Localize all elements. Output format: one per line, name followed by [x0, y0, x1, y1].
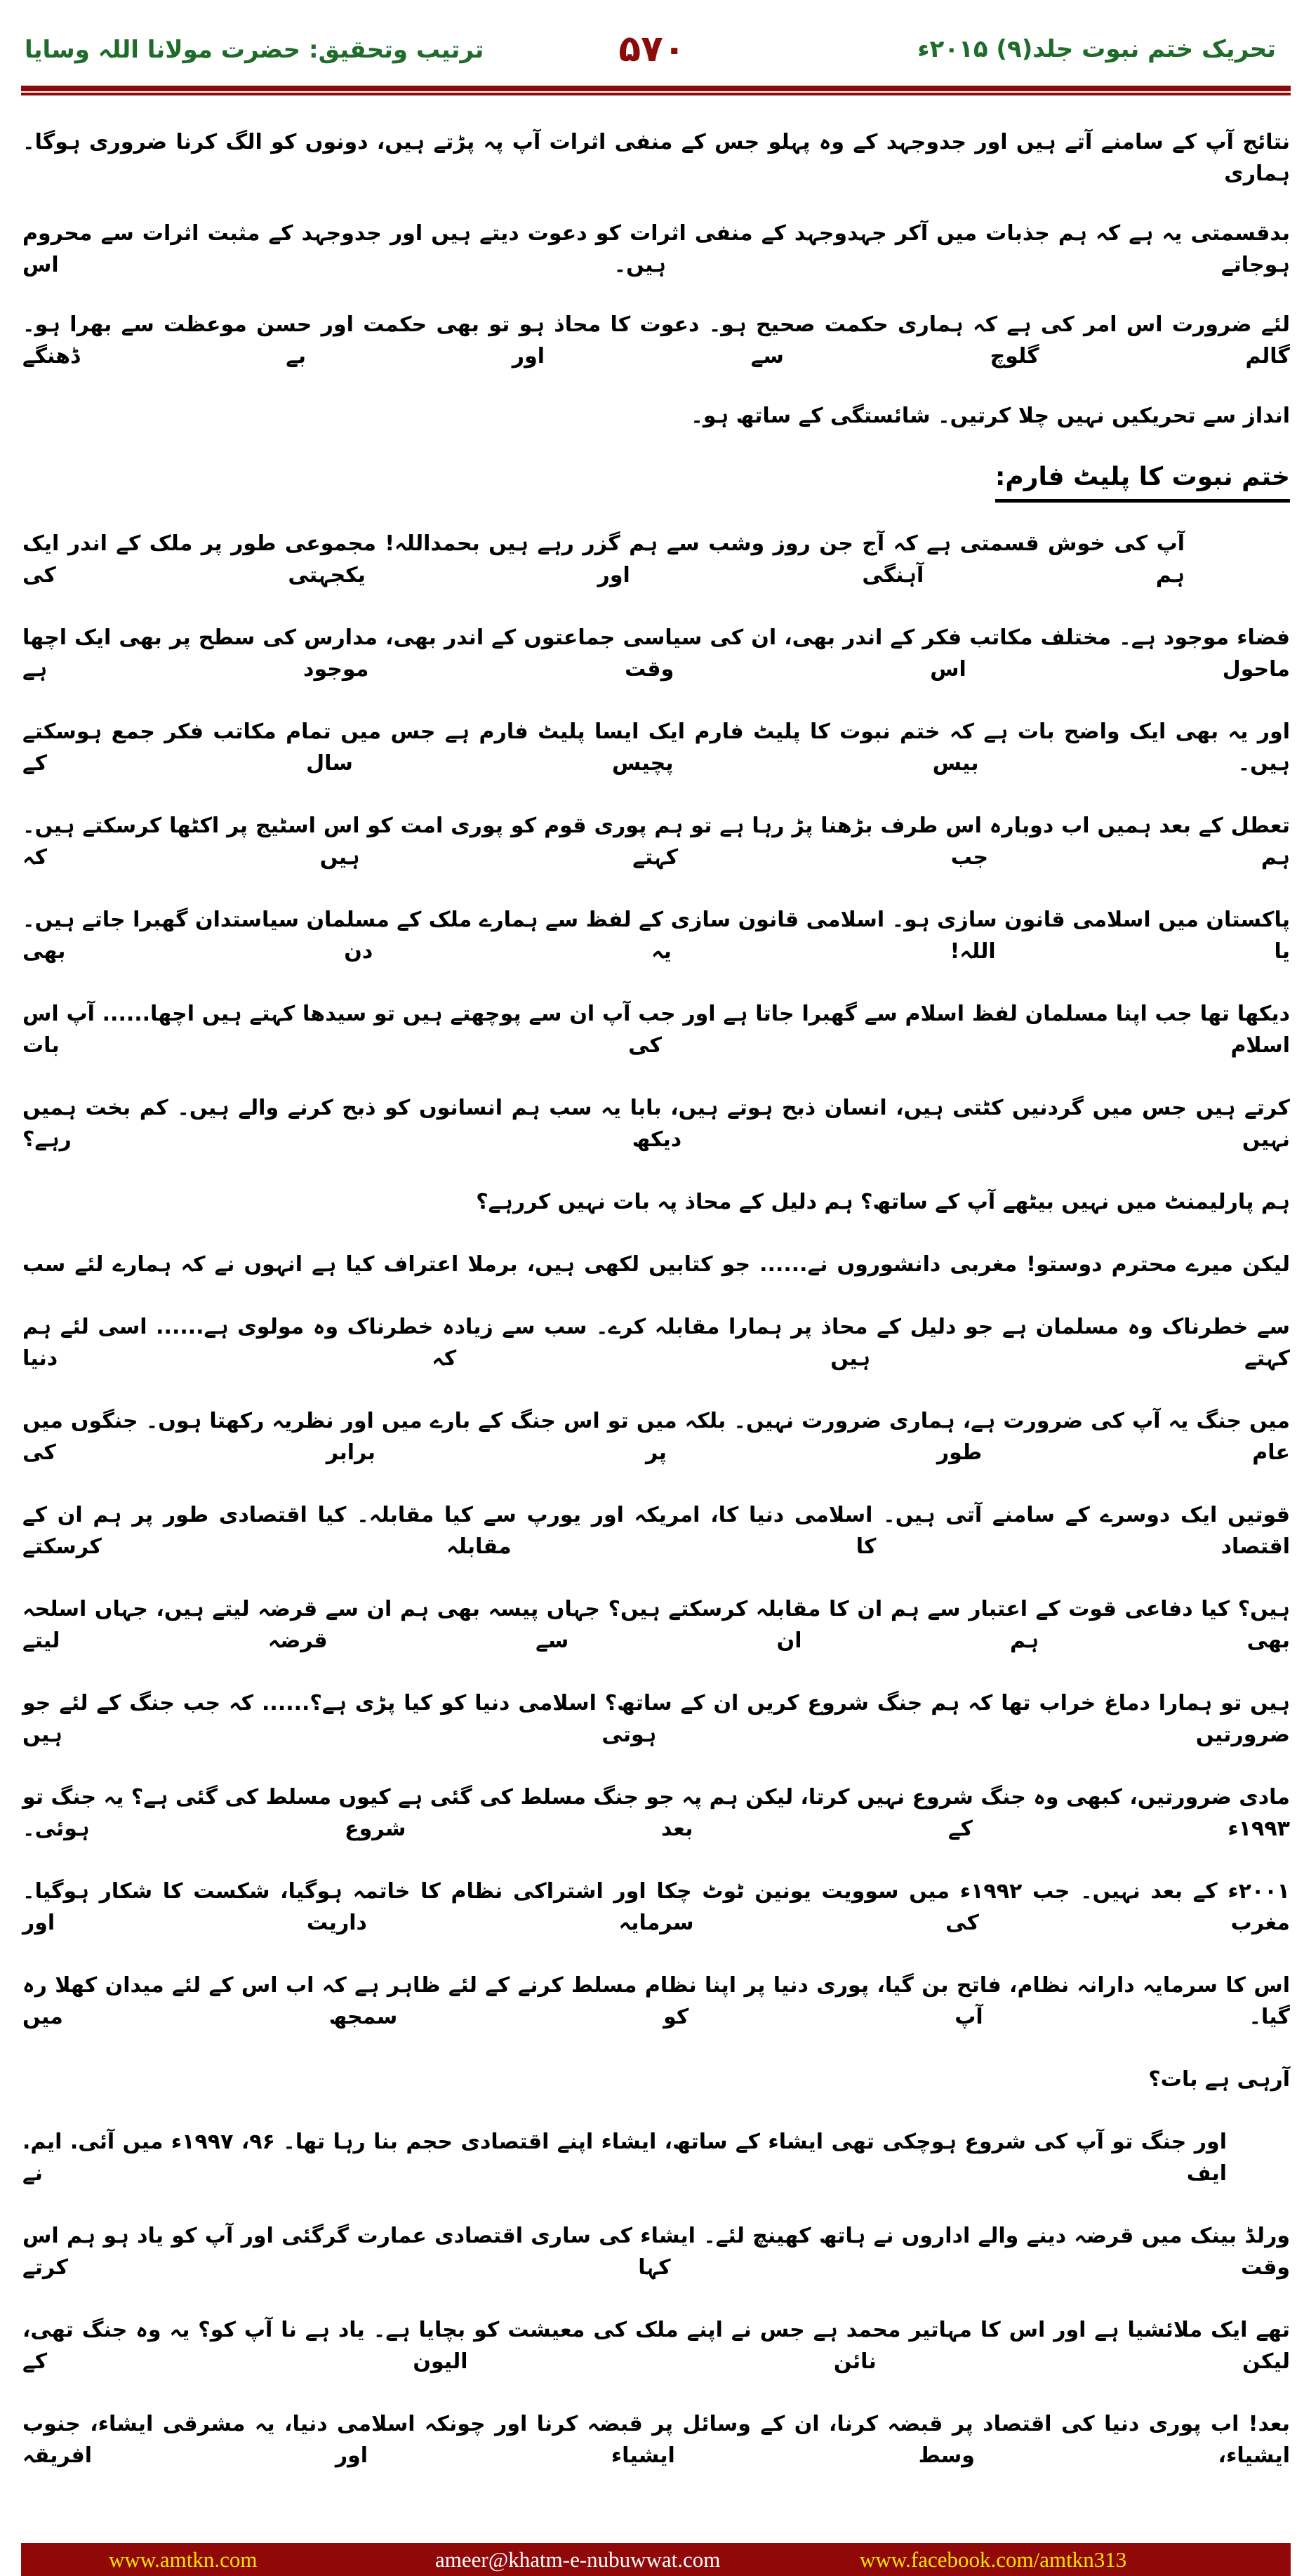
text-line: انداز سے تحریکیں نہیں چلا کرتیں۔ شائستگی کے ساتھ ہو۔	[691, 404, 1290, 428]
book-title: تحریک ختم نبوت جلد(۹) ۲۰۱۵ء	[917, 35, 1276, 63]
text-line: اور یہ بھی ایک واضح بات ہے کہ ختم نبوت کا پلیٹ فارم ایک ایسا پلیٹ فارم ہے جس میں تمام مکاتب فکر جمع ہوسکتے ہیں۔ بیس پچیس سال کے	[22, 719, 1290, 776]
text-line: تھے ایک ملائشیا ہے اور اس کا مہاتیر محمد ہے جس نے اپنے ملک کی معیشت کو بچایا ہے۔ یاد ہے نا آپ کو؟ یہ وہ جنگ تھی، لیکن نائن الیون کے	[22, 2318, 1290, 2374]
text-line: ۲۰۰۱ء کے بعد نہیں۔ جب ۱۹۹۲ء میں سوویت یونین ٹوٹ چکا اور اشتراکی نظام کا خاتمہ ہوگیا، شکست کا شکار ہوگیا۔ مغرب کی سرمایہ داریت اور	[22, 1879, 1290, 1935]
text-line: میں جنگ یہ آپ کی ضرورت ہے، ہماری ضرورت نہیں۔ بلکہ میں تو اس جنگ کے بارے میں اور نظریہ رکھتا ہوں۔ جنگوں میں عام طور پر برابر کی	[22, 1409, 1290, 1465]
text-line: قوتیں ایک دوسرے کے سامنے آتی ہیں۔ اسلامی دنیا کا، امریکہ اور یورپ سے کیا مقابلہ۔ کیا اقتصادی طور پر ہم ان کے اقتصاد کا مقابلہ کرسکتے	[22, 1503, 1290, 1559]
text-line: لئے ضرورت اس امر کی ہے کہ ہماری حکمت صحیح ہو۔ دعوت کا محاذ ہو تو بھی حکمت اور حسن موعظت سے بھرا ہو۔ گالم گلوچ سے اور بے ڈھنگے	[22, 312, 1290, 369]
text-line: بعد! اب پوری دنیا کی اقتصاد پر قبضہ کرنا، ان کے وسائل پر قبضہ کرنا اور چونکہ اسلامی دنیا، یہ مشرقی ایشاء، جنوب ایشیاء، وسط ایشیاء اور افریقہ	[22, 2412, 1290, 2468]
text-line: نتائج آپ کے سامنے آتے ہیں اور جدوجہد کے وہ پہلو جس کے منفی اثرات آپ پہ پڑتے ہیں، دونوں کو الگ کرنا ضروری ہوگا۔ ہماری	[22, 130, 1290, 186]
header-rule-thick	[21, 86, 1291, 91]
text-line: ہم پارلیمنٹ میں نہیں بیٹھے آپ کے ساتھ؟ ہم دلیل کے محاذ پہ بات نہیں کررہے؟	[476, 1190, 1290, 1214]
facebook-link[interactable]: www.facebook.com/amtkn313	[860, 2547, 1127, 2572]
footer-bar	[21, 2543, 1291, 2576]
text-line: ہیں؟ کیا دفاعی قوت کے اعتبار سے ہم ان کا مقابلہ کرسکتے ہیں؟ جہاں پیسہ بھی ہم ان سے قرضہ لیتے ہیں، جہاں اسلحہ بھی ہم ان سے قرضہ لیتے	[22, 1597, 1290, 1653]
text-line: دیکھا تھا جب اپنا مسلمان لفظ اسلام سے گھبرا جاتا ہے اور جب آپ ان سے پوچھتے ہیں تو سیدھا کہتے ہیں اچھا...... آپ اس اسلام کی بات	[22, 1002, 1290, 1058]
text-line: فضاء موجود ہے۔ مختلف مکاتب فکر کے اندر بھی، ان کی سیاسی جماعتوں کے اندر بھی، مدارس کی سطح پر بھی ایک اچھا ماحول اس وقت موجود ہے	[22, 625, 1290, 682]
text-line: لیکن میرے محترم دوستو! مغربی دانشوروں نے...... جو کتابیں لکھی ہیں، برملا اعتراف کیا ہے انہوں نے کہ ہمارے لئے سب	[22, 1252, 1290, 1277]
text-line: کرتے ہیں جس میں گردنیں کٹتی ہیں، انسان ذبح ہوتے ہیں، بابا یہ سب ہم انسانوں کو ذبح کرنے والے ہیں۔ کم بخت ہمیں نہیں دیکھ رہے؟	[22, 1096, 1290, 1152]
text-line: اس کا سرمایہ دارانہ نظام، فاتح بن گیا، پوری دنیا پر اپنا نظام مسلط کرنے کے لئے ظاہر ہے کہ اب اس کے لئے میدان کھلا رہ گیا۔ آپ کو سمجھ میں	[22, 1973, 1290, 2029]
section-heading-row	[22, 446, 1290, 512]
website-link[interactable]: www.amtkn.com	[109, 2547, 258, 2572]
text-line: تعطل کے بعد ہمیں اب دوبارہ اس طرف بڑھنا پڑ رہا ہے تو ہم پوری قوم کو پوری امت کو اس اسٹیج پر اکٹھا کرسکتے ہیں۔ ہم جب کہتے ہیں کہ	[22, 814, 1290, 870]
text-line: بدقسمتی یہ ہے کہ ہم جذبات میں آکر جہدوجہد کے منفی اثرات کو دعوت دیتے ہیں اور جدوجہد کے مثبت اثرات سے محروم ہوجاتے ہیں۔ اس	[22, 221, 1290, 277]
text-line: مادی ضرورتیں، کبھی وہ جنگ شروع نہیں کرتا، لیکن ہم پہ جو جنگ مسلط کی گئی ہے کیوں مسلط کی گئی ہے؟ یہ جنگ تو ۱۹۹۳ء کے بعد شروع ہوئی۔	[22, 1785, 1290, 1841]
text-line: اور جنگ تو آپ کی شروع ہوچکی تھی ایشاء کے ساتھ، ایشاء اپنے اقتصادی حجم بنا رہا تھا۔ ۹۶، ۱۹۹۷ء میں آئی. ایم. ایف نے	[22, 2130, 1227, 2186]
text-line: پاکستان میں اسلامی قانون سازی ہو۔ اسلامی قانون سازی کے لفظ سے ہمارے ملک کے مسلمان سیاستدان گھبرا جاتے ہیں۔ یا اللہ! یہ دن بھی	[22, 908, 1290, 964]
body-text	[22, 112, 1290, 2576]
text-line: آپ کی خوش قسمتی ہے کہ آج جن روز وشب سے ہم گزر رہے ہیں بحمداللہ! مجموعی طور پر ملک کے اندر ایک ہم آہنگی اور یکجہتی کی	[22, 531, 1185, 587]
text-line: ہیں تو ہمارا دماغ خراب تھا کہ ہم جنگ شروع کریں ان کے ساتھ؟ اسلامی دنیا کو کیا پڑی ہے؟...... کہ جب جنگ کے لئے جو ضرورتیں ہوتی ہیں	[22, 1691, 1290, 1747]
section-heading: ختم نبوت کا پلیٹ فارم:	[995, 458, 1290, 503]
text-line: آرہی ہے بات؟	[1148, 2067, 1290, 2092]
compiler-credit: ترتیب وتحقیق: حضرت مولانا اللہ وسایا	[25, 35, 484, 64]
header-rule-thin	[21, 93, 1291, 95]
text-line: ورلڈ بینک میں قرضہ دینے والے اداروں نے ہاتھ کھینچ لئے۔ ایشاء کی ساری اقتصادی عمارت گرگئی اور آپ کو یاد ہو ہم اس وقت کہا کرتے	[22, 2224, 1290, 2280]
page-number: ۵۷۰	[618, 28, 686, 70]
text-line: سے خطرناک وہ مسلمان ہے جو دلیل کے محاذ پر ہمارا مقابلہ کرے۔ سب سے زیادہ خطرناک وہ مولوی ہے...... اسی لئے ہم کہتے ہیں کہ دنیا	[22, 1315, 1290, 1371]
email-link[interactable]: ameer@khatm-e-nubuwwat.com	[435, 2547, 721, 2572]
